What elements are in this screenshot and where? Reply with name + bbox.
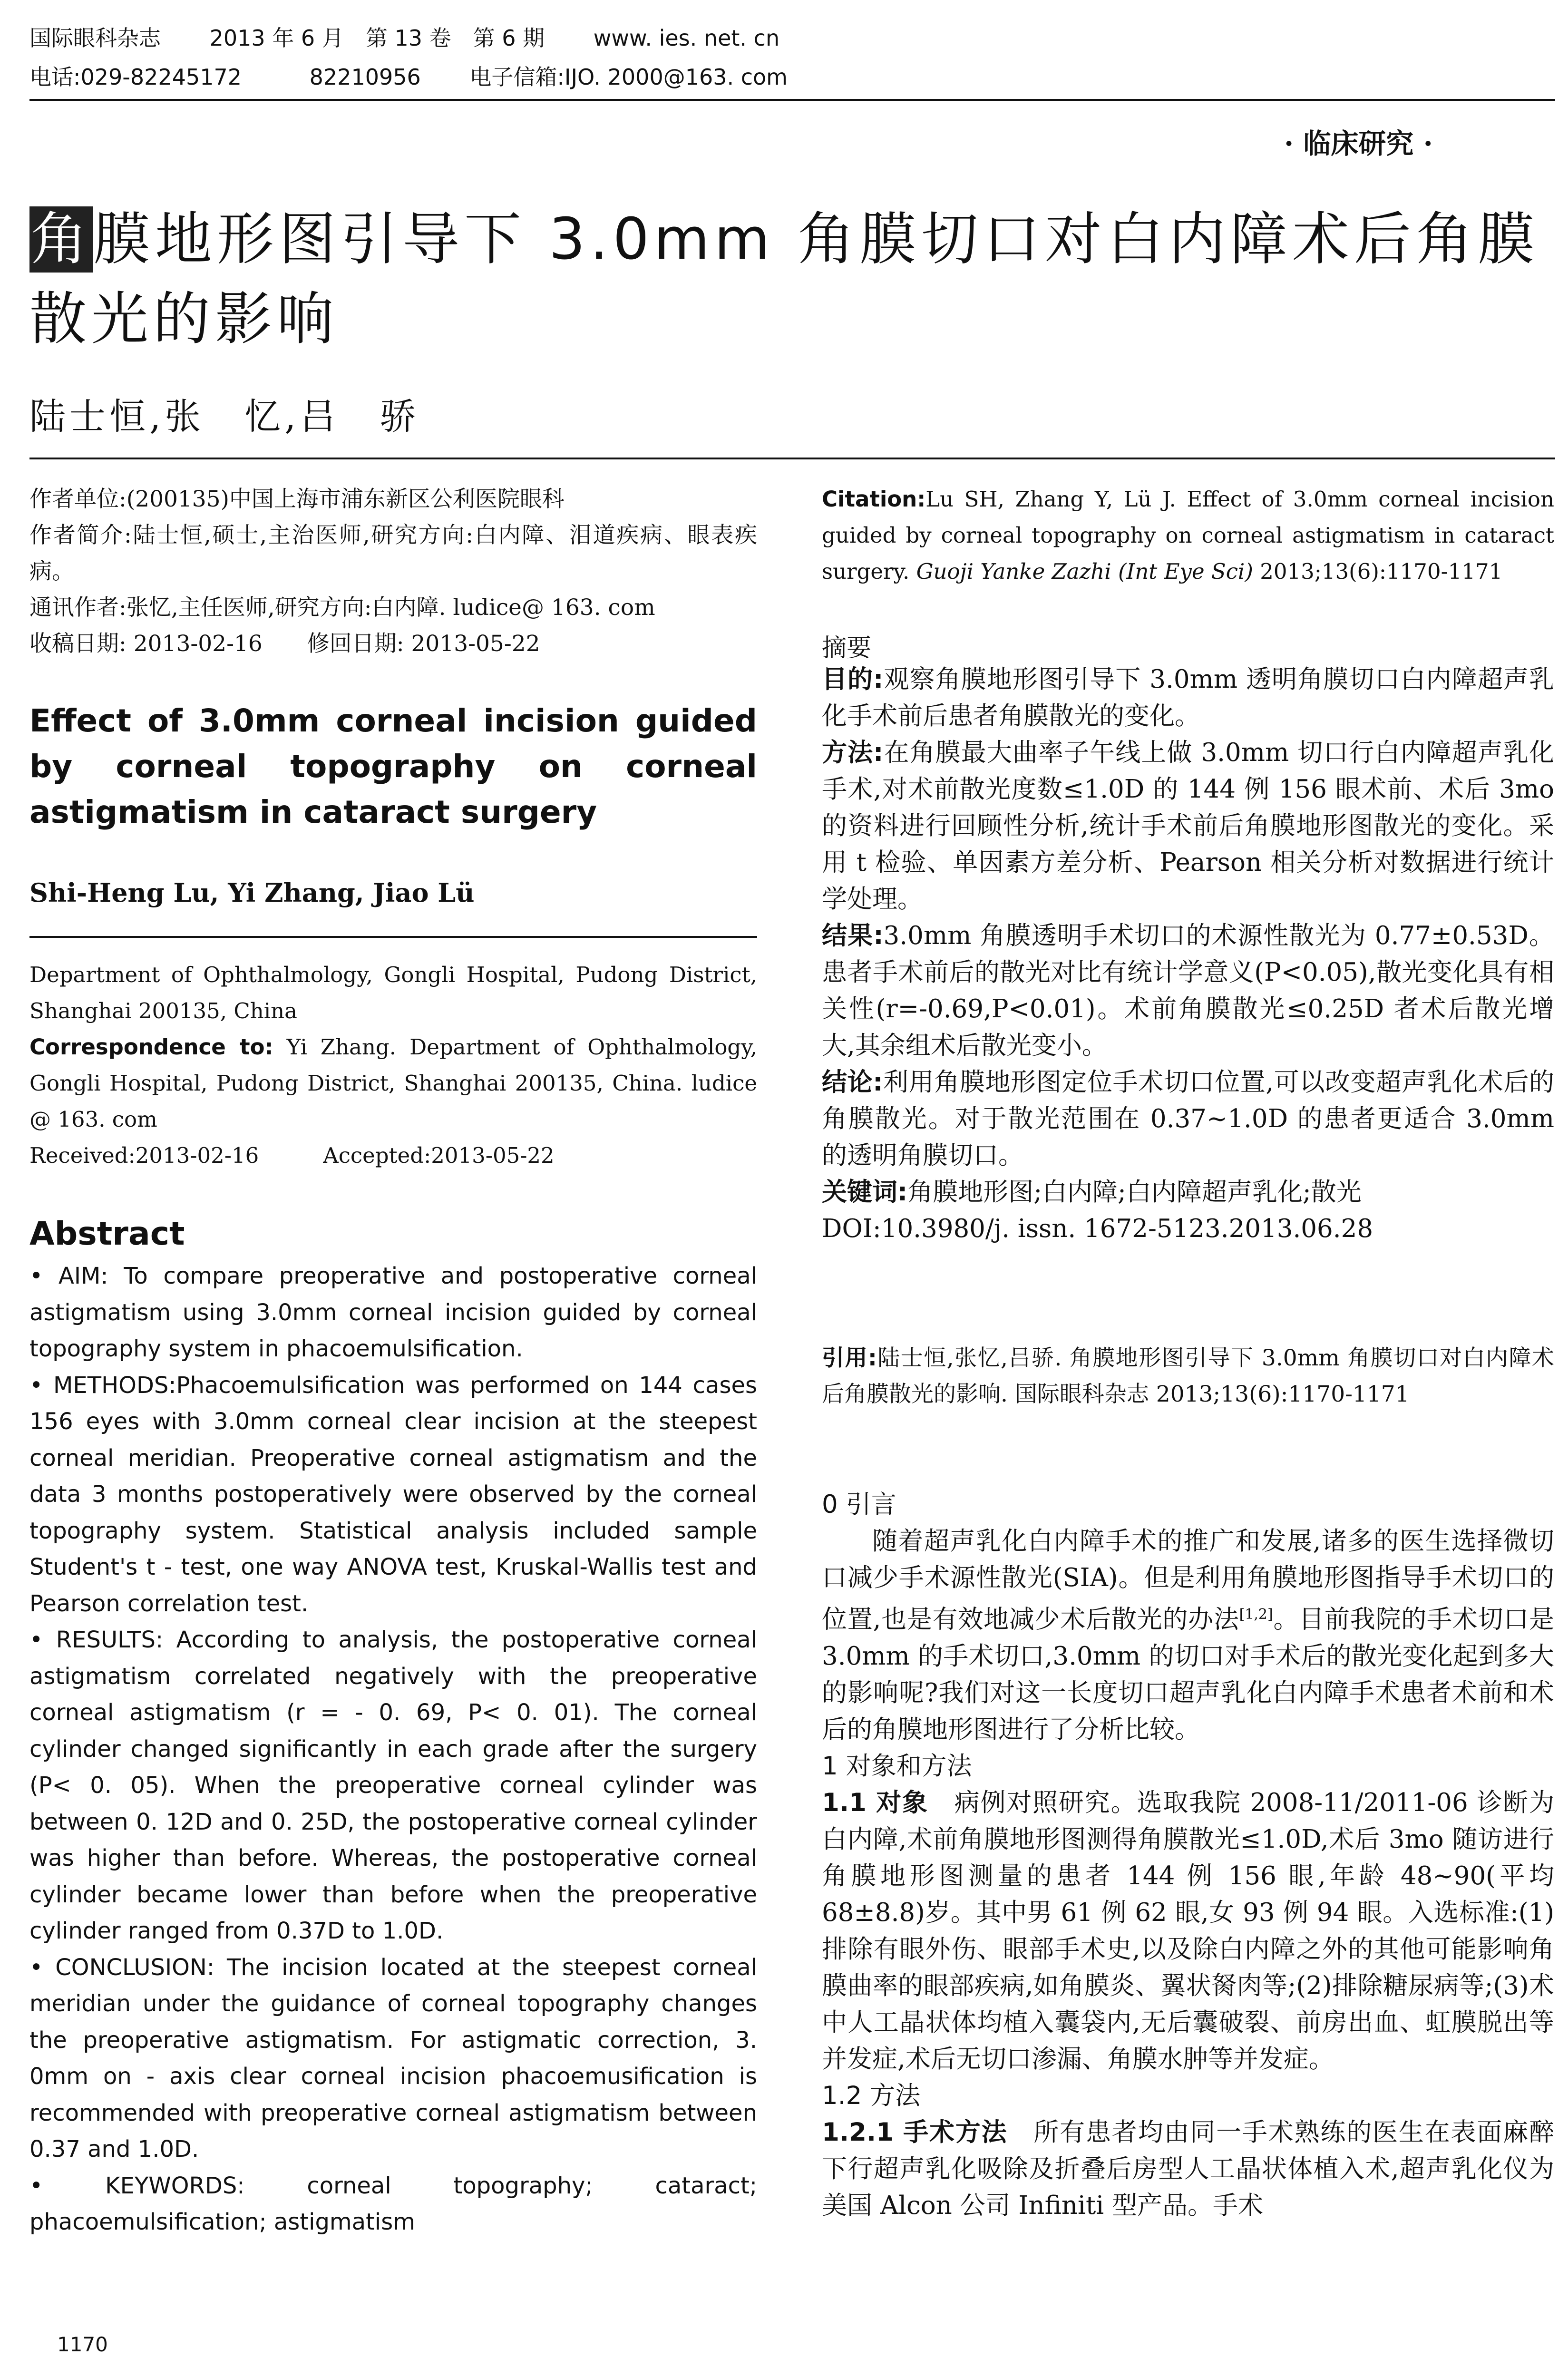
journal-header-line2	[29, 62, 829, 92]
title-en: Effect of 3.0mm corneal incision guided by corneal topography on corneal astigmatism in cataract surgery	[29, 702, 757, 830]
cn-results-label: 结果:	[822, 921, 884, 950]
s12-heading: 1.2 方法	[822, 2081, 921, 2110]
cite-cn-label: 引用:	[822, 1345, 877, 1371]
cn-results	[822, 917, 1554, 1064]
title-cn	[29, 200, 1551, 360]
journal-name: 国际眼科杂志	[29, 25, 161, 51]
methods-label: • METHODS:	[29, 1372, 176, 1399]
conclusion-label: • CONCLUSION:	[29, 1954, 214, 1981]
citation-label: Citation:	[822, 487, 926, 512]
authors-en-rule	[29, 936, 757, 938]
citation-en	[822, 481, 1554, 590]
cn-correspondence: 通讯作者:张忆,主任医师,研究方向:白内障. ludice@ 163. com	[29, 594, 655, 621]
s121-text: 所有患者均由同一手术熟练的医生在表面麻醉下行超声乳化吸除及折叠后房型人工晶状体植入术,超声乳化仪为美国 Alcon 公司 Infiniti 型产品。手术	[822, 2117, 1554, 2220]
cn-doi[interactable]: DOI:10.3980/j. issn. 1672-5123.2013.06.28	[822, 1214, 1373, 1243]
methods-text: Phacoemulsification was performed on 144 cases 156 eyes with 3.0mm corneal clear incision at the steepest corneal meridian. Preoperative corneal astigmatism and the data 3 months postoperatively were observed by the corneal topography system. Statistical analysis included sample Student's t - test, one way ANOVA test, Kruskal-Wallis test and Pearson correlation test.	[29, 1372, 757, 1617]
cn-keywords	[822, 1174, 1554, 1210]
intro-text: 随着超声乳化白内障手术的推广和发展,诸多的医生选择微切口减少手术源性散光(SIA)。但是利用角膜地形图指导手术切口的位置,也是有效地减少术后散光的办法	[822, 1527, 1554, 1634]
s121-paragraph	[822, 2114, 1554, 2224]
results-label: • RESULTS:	[29, 1627, 164, 1653]
affiliation-en: Department of Ophthalmology, Gongli Hospital, Pudong District, Shanghai 200135, China	[29, 962, 757, 1023]
journal-issue: 2013 年 6 月 第 13 卷 第 6 期	[209, 25, 545, 51]
methods-heading: 1 对象和方法	[822, 1751, 972, 1781]
journal-header-line1	[29, 23, 821, 53]
authors-en: Shi-Heng Lu, Yi Zhang, Jiao Lü	[29, 877, 475, 908]
abstract-cn-heading: 摘要	[822, 634, 872, 662]
authors-cn: 陆士恒,张 忆,吕 骄	[29, 395, 420, 438]
keywords-label: • KEYWORDS:	[29, 2172, 245, 2199]
cn-conclusion	[822, 1064, 1554, 1174]
intro-heading: 0 引言	[822, 1490, 896, 1519]
conclusion-text: The incision located at the steepest corneal meridian under the guidance of corneal topography changes the preoperative astigmatism. For astigmatic correction, 3. 0mm on - axis clear corneal incision phacoemusification is recommended with preoperative corneal astigmatism between 0.37 and 1.0D.	[29, 1954, 757, 2163]
cn-methods-text: 在角膜最大曲率子午线上做 3.0mm 切口行白内障超声乳化手术,对术前散光度数≤1.0D 的 144 例 156 眼术前、术后 3mo 的资料进行回顾性分析,统计手术前后角膜地形图散光的变化。采用 t 检验、单因素方差分析、Pearson 相关分析对数据进行统计学处理。	[822, 738, 1554, 914]
cn-aim-text: 观察角膜地形图引导下 3.0mm 透明角膜切口白内障超声乳化手术前后患者角膜散光的变化。	[822, 665, 1554, 731]
section-tag: · 临床研究 ·	[1284, 127, 1433, 160]
cn-dates: 收稿日期: 2013-02-16 修回日期: 2013-05-22	[29, 631, 540, 657]
abstract-keywords	[29, 2168, 757, 2241]
title-rest: 膜地形图引导下 3.0mm 角膜切口对白内障术后角膜散光的影响	[29, 206, 1539, 352]
s121-label: 1.2.1 手术方法	[822, 2117, 1008, 2147]
cn-author-bio: 作者简介:陆士恒,硕士,主治医师,研究方向:白内障、泪道疾病、眼表疾病。	[29, 522, 757, 585]
correspondence-text: Yi Zhang. Department of Ophthalmology, Gongli Hospital, Pudong District, Shanghai 200135, China. ludice @ 163. com	[29, 1034, 757, 1132]
citation-text: Lu SH, Zhang Y, Lü J. Effect of 3.0mm corneal incision guided by corneal topography on corneal astigmatism in cataract surgery.	[822, 487, 1554, 584]
cn-author-info	[29, 481, 757, 662]
s11-label: 1.1 对象	[822, 1788, 928, 1817]
citation-journal: Guoji Yanke Zazhi (Int Eye Sci)	[916, 559, 1253, 584]
journal-phone: 电话:029-82245172	[29, 64, 242, 90]
cn-aim	[822, 661, 1554, 734]
abstract-en-heading: Abstract	[29, 1215, 185, 1253]
results-text: According to analysis, the postoperative corneal astigmatism correlated negatively with the preoperative corneal astigmatism (r = - 0. 69, P< 0. 01). The corneal cylinder changed significantly in each grade after the surgery (P< 0. 05). When the preoperative corneal cylinder was between 0. 12D and 0. 25D, the postoperative corneal cylinder was higher than before. Whereas, the postoperative corneal cylinder became lower than before when the preoperative cylinder ranged from 0.37D to 1.0D.	[29, 1627, 757, 1944]
title-rule	[29, 458, 1555, 459]
cite-cn	[822, 1340, 1554, 1413]
abstract-aim	[29, 1258, 757, 1367]
keywords-text: corneal topography; cataract; phacoemulsification; astigmatism	[29, 2172, 758, 2235]
journal-email: 电子信箱:IJO. 2000@163. com	[469, 64, 788, 90]
cn-affiliation: 作者单位:(200135)中国上海市浦东新区公利医院眼科	[29, 486, 565, 512]
aim-text: To compare preoperative and postoperative corneal astigmatism using 3.0mm corneal incision guided by corneal topography system in phacoemulsification.	[29, 1263, 758, 1362]
intro-ref[interactable]: [1,2]	[1239, 1606, 1273, 1623]
affiliation-block	[29, 957, 757, 1174]
cn-aim-label: 目的:	[822, 665, 884, 694]
abstract-conclusion	[29, 1949, 757, 2168]
header-rule	[29, 99, 1555, 101]
s11-paragraph	[822, 1784, 1554, 2077]
cn-conclusion-label: 结论:	[822, 1068, 883, 1097]
cn-methods-label: 方法:	[822, 738, 884, 767]
title-first-char: 角	[30, 206, 92, 273]
aim-label: • AIM:	[29, 1263, 108, 1289]
s11-text: 病例对照研究。选取我院 2008-11/2011-06 诊断为白内障,术前角膜地形图测得角膜散光≤1.0D,术后 3mo 随访进行角膜地形图测量的患者 144 例 156 眼,年龄 48~90(平均 68±8.8)岁。其中男 61 例 62 眼,女 93 例 94 眼。入选标准:(1)排除有眼外伤、眼部手术史,以及除白内障之外的其他可能影响角膜曲率的眼部疾病,如角膜炎、翼状胬肉等;(2)排除糖尿病等;(3)术中人工晶状体均植入囊袋内,无后囊破裂、前房出血、虹膜脱出等并发症,术后无切口渗漏、角膜水肿等并发症。	[822, 1788, 1554, 2074]
cn-keywords-label: 关键词:	[822, 1178, 908, 1207]
abstract-methods	[29, 1367, 757, 1622]
citation-tail: 2013;13(6):1170-1171	[1260, 559, 1503, 584]
page-number: 1170	[57, 2333, 108, 2356]
cn-conclusion-text: 利用角膜地形图定位手术切口位置,可以改变超声乳化术后的角膜散光。对于散光范围在 0.37~1.0D 的患者更适合 3.0mm 的透明角膜切口。	[822, 1068, 1554, 1170]
body-right	[822, 1486, 1554, 2224]
correspondence-label: Correspondence to:	[29, 1034, 273, 1060]
intro-text-2: 。目前我院的手术切口是 3.0mm 的手术切口,3.0mm 的切口对手术后的散光变化起到多大的影响呢?我们对这一长度切口超声乳化白内障手术患者术前和术后的角膜地形图进行了分析比较。	[822, 1605, 1554, 1744]
correspondence-en	[29, 1029, 757, 1138]
abstract-cn-body	[822, 661, 1554, 1247]
intro-paragraph	[822, 1523, 1554, 1748]
cite-cn-text: 陆士恒,张忆,吕骄. 角膜地形图引导下 3.0mm 角膜切口对白内障术后角膜散光的影响. 国际眼科杂志 2013;13(6):1170-1171	[822, 1345, 1554, 1407]
cn-results-text: 3.0mm 角膜透明手术切口的术源性散光为 0.77±0.53D。患者手术前后的散光对比有统计学意义(P<0.05),散光变化具有相关性(r=-0.69,P<0.01)。术前角膜散光≤0.25D 者术后散光增大,其余组术后散光变小。	[822, 921, 1554, 1060]
received-en: Received:2013-02-16 Accepted:2013-05-22	[29, 1143, 555, 1168]
journal-fax: 82210956	[309, 64, 421, 90]
cn-methods	[822, 734, 1554, 917]
abstract-results	[29, 1622, 757, 1949]
journal-website[interactable]: www. ies. net. cn	[593, 25, 780, 51]
abstract-en-body	[29, 1258, 757, 2241]
cn-keywords-text: 角膜地形图;白内障;白内障超声乳化;散光	[907, 1178, 1362, 1207]
